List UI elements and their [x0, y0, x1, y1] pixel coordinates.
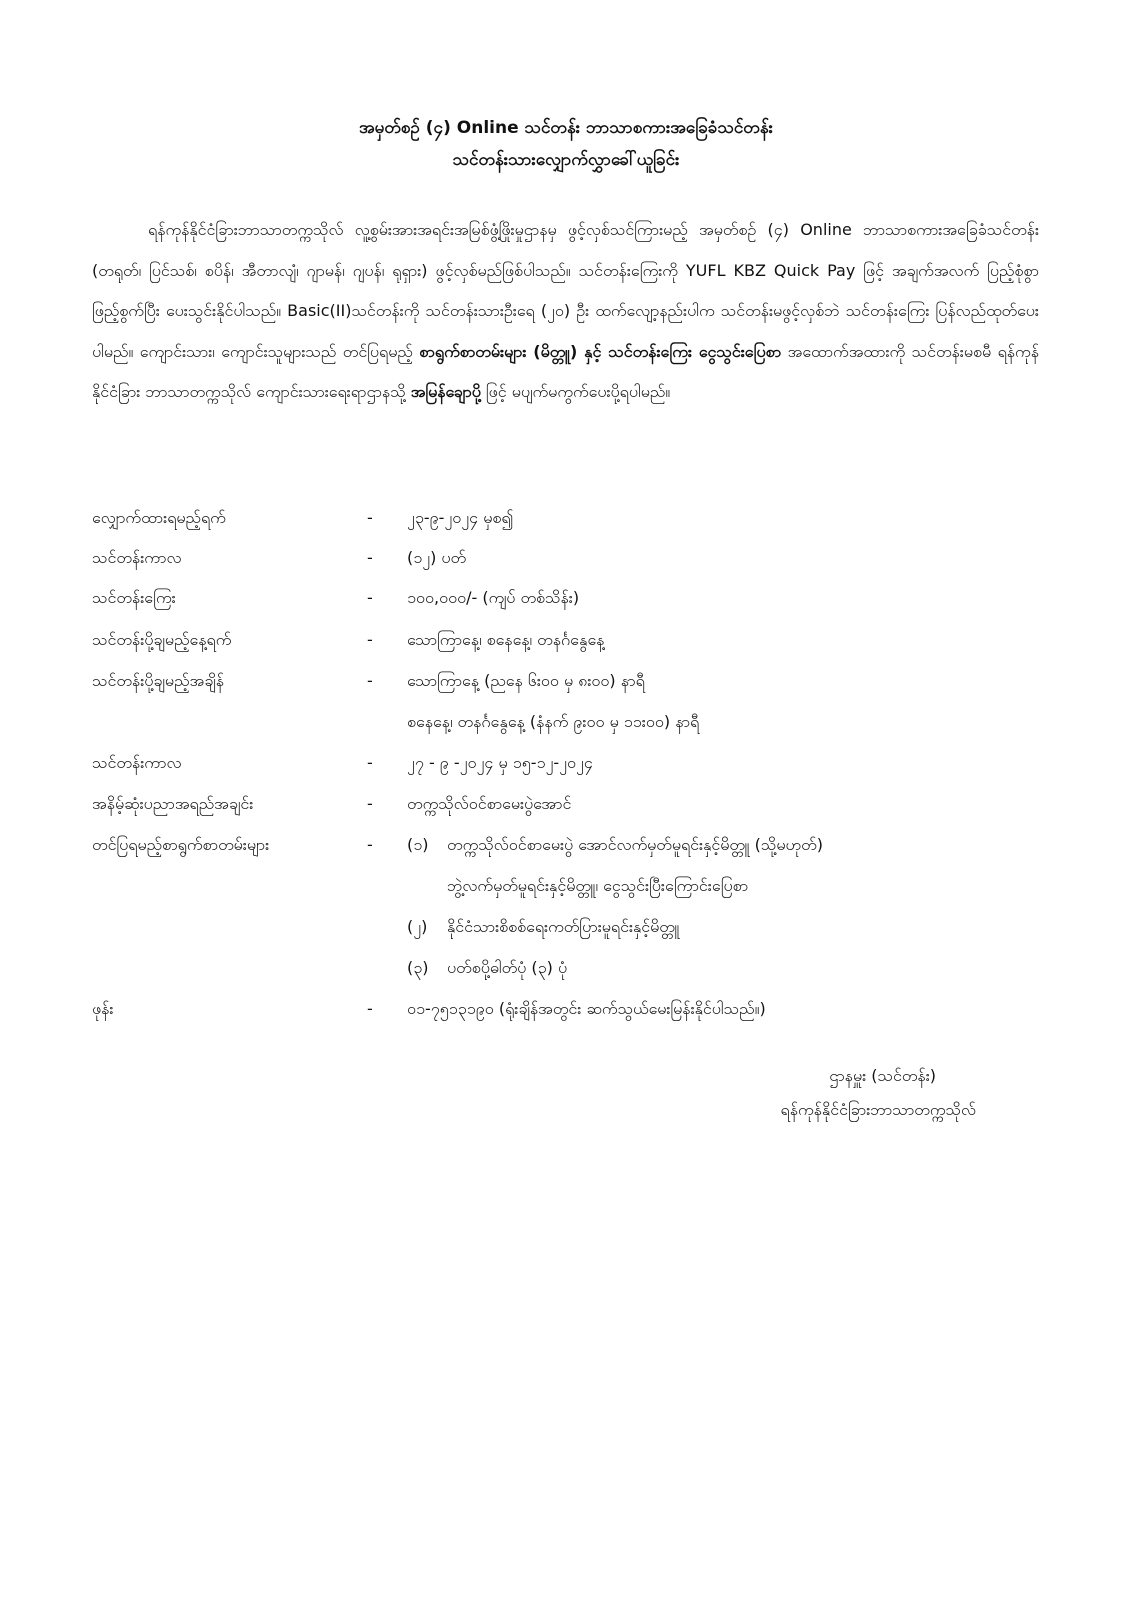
document-item-text: တက္ကသိုလ်ဝင်စာမေးပွဲ အောင်လက်မှတ်မူရင်းနှင့်မိတ္တူ (သို့မဟုတ်) [447, 835, 823, 854]
paragraph-bold-express-mail: အမြန်ချောပို့ [410, 382, 481, 401]
separator-dash: - [367, 753, 373, 772]
label-application-date: လျှောက်ထားရမည့်ရက် [92, 508, 226, 527]
value-teaching-days: သောကြာနေ့၊ စနေနေ့၊ တနင်္ဂနွေနေ့ [407, 630, 605, 649]
label-course-fee: သင်တန်းကြေး [92, 588, 176, 607]
label-course-duration: သင်တန်းကာလ [92, 548, 182, 567]
announcement-paragraph [92, 210, 1039, 413]
value-course-fee: ၁၀၀,၀၀၀/- (ကျပ် တစ်သိန်း) [407, 588, 580, 607]
document-subtitle: သင်တန်းသားလျှောက်လွှာခေါ်ယူခြင်း [452, 150, 680, 170]
separator-dash: - [367, 835, 373, 854]
document-item-number: (၂) [407, 917, 428, 936]
document-item-number: (၃) [407, 958, 429, 977]
label-teaching-days: သင်တန်းပို့ချမည့်နေ့ရက် [92, 630, 232, 649]
separator-dash: - [367, 588, 373, 607]
document-item-text-continued: ဘွဲ့လက်မှတ်မူရင်းနှင့်မိတ္တူ၊ ငွေသွင်းပြီးကြောင်းပြေစာ [447, 876, 749, 895]
label-required-documents: တင်ပြရမည့်စာရွက်စာတမ်းများ [92, 835, 270, 854]
label-minimum-qualification: အနိမ့်ဆုံးပညာအရည်အချင်း [92, 794, 254, 813]
paragraph-text-3: ဖြင့် မပျက်မကွက်ပေးပို့ရပါမည်။ [480, 382, 671, 401]
document-item-text: ပတ်စပို့ဓါတ်ပုံ (၃) ပုံ [447, 958, 568, 977]
value-course-duration: (၁၂) ပတ် [407, 548, 467, 567]
separator-dash: - [367, 548, 373, 567]
value-course-period: ၂၇ - ၉ -၂၀၂၄ မှ ၁၅-၁၂-၂၀၂၄ [407, 753, 593, 772]
separator-dash: - [367, 671, 373, 690]
separator-dash: - [367, 794, 373, 813]
signature-institution: ရန်ကုန်နိုင်ငံခြားဘာသာတက္ကသိုလ် [780, 1100, 976, 1119]
separator-dash: - [367, 508, 373, 527]
label-phone: ဖုန်း [92, 999, 114, 1018]
separator-dash: - [367, 999, 373, 1018]
paragraph-text-2: အထောက်အထားကို သင်တန်းမစမီ ရန်ကုန်နိုင်ငံခြား ဘာသာတက္ကသိုလ် ကျောင်းသားရေးရာဌာနသို့ [92, 341, 1039, 401]
document-item-text: နိုင်ငံသားစိစစ်ရေးကတ်ပြားမူရင်းနှင့်မိတ္တူ [447, 917, 680, 936]
value-application-date: ၂၃-၉-၂၀၂၄ မှစ၍ [407, 508, 514, 527]
label-teaching-time: သင်တန်းပို့ချမည့်အချိန် [92, 671, 225, 690]
paragraph-text-1: ရန်ကုန်နိုင်ငံခြားဘာသာတက္ကသိုလ် လူ့စွမ်းအားအရင်းအမြစ်ဖွံ့ဖြိုးမှုဌာနမှ ဖွင့်လှစ်သင်ကြားမည့် အမှတ်စဉ် (၄) Online ဘာသာစကားအခြေခံသင်တန်း (တရုတ်၊ ပြင်သစ်၊ စပိန်၊ အီတာလျံ၊ ဂျာမန်၊ ဂျပန်၊ ရုရှား) ဖွင့်လှစ်မည်ဖြစ်ပါသည်။ သင်တန်းကြေးကို YUFL KBZ Quick Pay ဖြင့် အချက်အလက် ပြည့်စုံစွာဖြည့်စွက်ပြီး ပေးသွင်းနိုင်ပါသည်။ Basic(II)သင်တန်းကို သင်တန်းသားဦးရေ (၂၀) ဦး ထက်လျော့နည်းပါက သင်တန်းမဖွင့်လှစ်ဘဲ သင်တန်းကြေး ပြန်လည်ထုတ်ပေးပါမည်။ ကျောင်းသား၊ ကျောင်းသူများသည် တင်ပြရမည့် [92, 220, 1039, 361]
paragraph-bold-documents: စာရွက်စာတမ်းများ (မိတ္တူ) နှင့် သင်တန်းကြေး ငွေသွင်းပြေစာ [419, 341, 782, 361]
value-teaching-time-friday: သောကြာနေ့ (ညနေ ၆း၀၀ မှ ၈း၀၀) နာရီ [407, 671, 645, 690]
document-title: အမှတ်စဉ် (၄) Online သင်တန်း ဘာသာစကားအခြေခံသင်တန်း [359, 118, 773, 138]
separator-dash: - [367, 630, 373, 649]
value-minimum-qualification: တက္ကသိုလ်ဝင်စာမေးပွဲအောင် [407, 794, 572, 813]
value-teaching-time-weekend: စနေနေ့၊ တနင်္ဂနွေနေ့ (နံနက် ၉း၀၀ မှ ၁၁း၀၀) နာရီ [407, 712, 700, 731]
signature-title: ဌာနမှူး (သင်တန်း) [829, 1066, 936, 1085]
document-item-number: (၁) [407, 835, 429, 854]
label-course-period: သင်တန်းကာလ [92, 753, 182, 772]
value-phone: ၀၁-၇၅၁၃၁၉၀ (ရုံးချိန်အတွင်း ဆက်သွယ်မေးမြန်းနိုင်ပါသည်။) [407, 999, 766, 1018]
